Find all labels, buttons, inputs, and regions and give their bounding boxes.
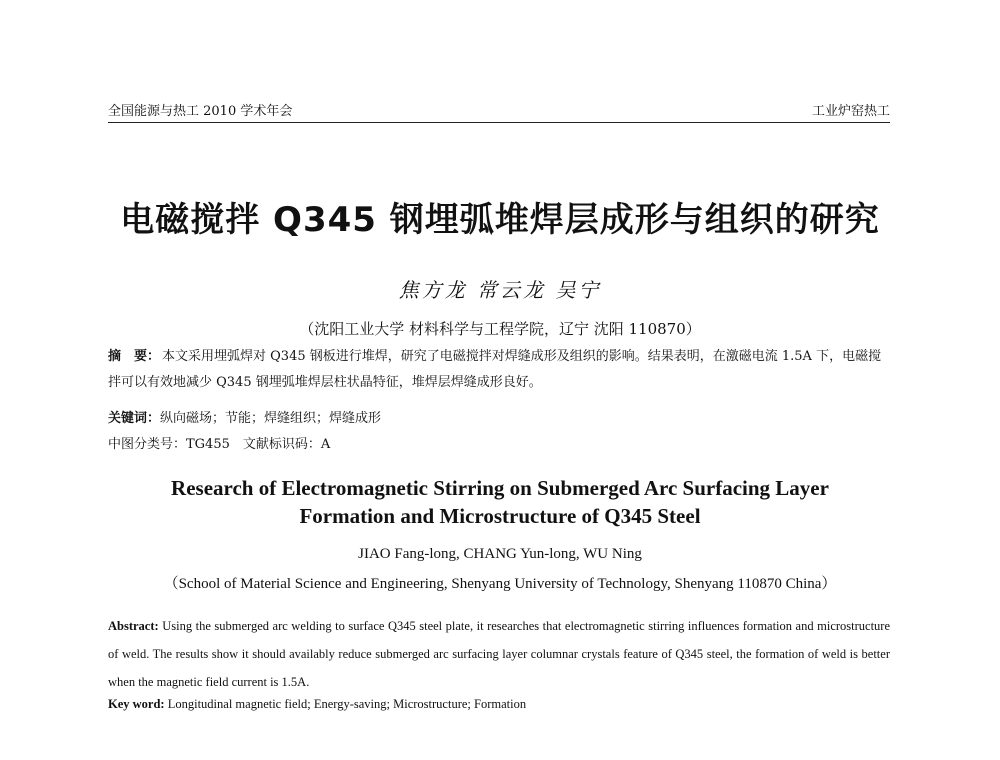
classification-number: 中图分类号：TG455 文献标识码：A (108, 437, 331, 452)
english-title (0, 474, 1000, 530)
chinese-abstract-text: 本文采用埋弧焊对 Q345 钢板进行堆焊，研究了电磁搅拌对焊缝成形及组织的影响。结果表明，在激磁电流 1.5A 下，电磁搅拌可以有效地减少 Q345 钢埋弧堆焊层柱状晶特征，堆焊层焊缝成形良好。 (108, 349, 882, 390)
english-keywords-label: Key word: (108, 697, 165, 711)
english-title-line-1: Research of Electromagnetic Stirring on Submerged Arc Surfacing Layer (171, 476, 829, 500)
english-keywords-text: Longitudinal magnetic field; Energy-saving; Microstructure; Formation (167, 697, 527, 711)
chinese-abstract-label: 摘 要： (108, 349, 161, 364)
chinese-keywords-text: 纵向磁场；节能；焊缝组织；焊缝成形 (160, 411, 382, 426)
chinese-affiliation: （沈阳工业大学 材料科学与工程学院，辽宁 沈阳 110870） (299, 320, 701, 338)
english-abstract (108, 612, 890, 696)
chinese-authors: 焦方龙 常云龙 吴宁 (398, 278, 602, 302)
chinese-keywords-label: 关键词： (108, 411, 161, 426)
english-title-line-2: Formation and Microstructure of Q345 Steel (299, 504, 701, 528)
english-abstract-label: Abstract: (108, 619, 159, 633)
english-abstract-text: Using the submerged arc welding to surface Q345 steel plate, it researches that electromagnetic stirring influences formation and microstructure of weld. The results show it should availably reduce submerged arc surfacing layer columnar crystals feature of Q345 steel, the formation of weld is better when the magnetic field current is 1.5A. (108, 619, 891, 689)
header-conference: 全国能源与热工 2010 学术年会 (108, 104, 293, 119)
chinese-abstract (108, 344, 890, 396)
english-keywords (108, 697, 890, 712)
running-header (108, 100, 890, 123)
english-authors: JIAO Fang-long, CHANG Yun-long, WU Ning (358, 546, 642, 562)
header-section: 工业炉窑热工 (811, 104, 890, 119)
english-affiliation: （School of Material Science and Engineering, Shenyang University of Technology, Shenyang 110870 China） (163, 576, 837, 592)
chinese-keywords (108, 406, 890, 432)
chinese-title: 电磁搅拌 Q345 钢埋弧堆焊层成形与组织的研究 (120, 200, 880, 240)
